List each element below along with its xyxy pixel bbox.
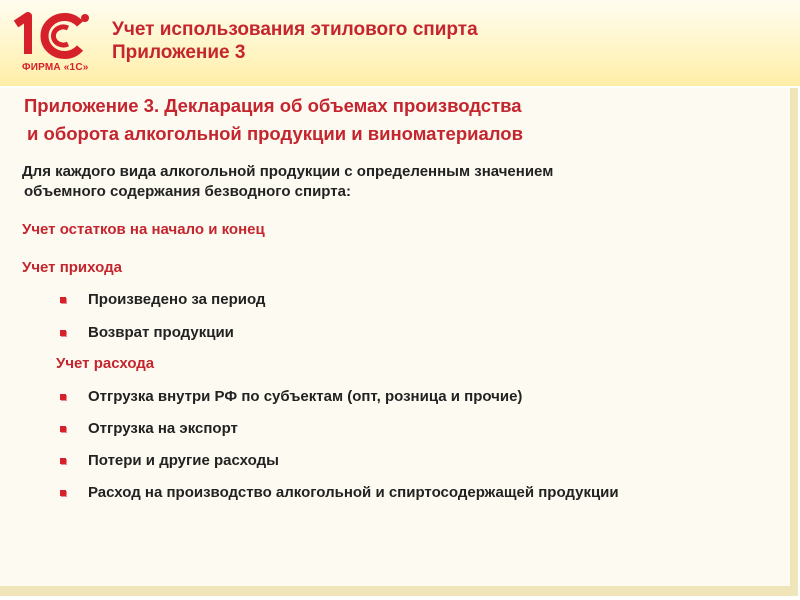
slide-title-line2: и оборота алкогольной продукции и виноматериалов — [27, 123, 523, 144]
section-balances: Учет остатков на начало и конец — [22, 221, 265, 238]
list-item — [60, 451, 728, 471]
list-item — [60, 419, 728, 439]
header-title — [112, 18, 478, 64]
bullet-icon — [60, 426, 66, 432]
intro-line2: объемного содержания безводного спирта: — [24, 183, 351, 200]
header-title-line2: Приложение 3 — [112, 42, 246, 63]
list-item-text: Произведено за период — [88, 291, 266, 308]
list-item-text: Отгрузка внутри РФ по субъектам (опт, розница и прочие) — [88, 388, 523, 405]
intro-text — [22, 162, 752, 202]
company-logo — [10, 10, 94, 74]
section-expense: Учет расхода — [56, 355, 155, 372]
intro-line1: Для каждого вида алкогольной продукции с определенным значением — [22, 163, 554, 180]
list-item — [60, 387, 728, 407]
list-item — [60, 483, 728, 503]
list-item-text: Расход на производство алкогольной и спиртосодержащей продукции — [88, 484, 619, 501]
slide-title — [24, 92, 523, 148]
header-bar — [0, 0, 800, 86]
bullet-icon — [60, 330, 66, 336]
list-item-text: Отгрузка на экспорт — [88, 420, 238, 437]
logo-caption: ФИРМА «1С» — [22, 62, 89, 73]
slide-title-line1: Приложение 3. Декларация об объемах производства — [24, 95, 522, 116]
list-item-text: Возврат продукции — [88, 324, 234, 341]
header-title-line1: Учет использования этилового спирта — [112, 19, 478, 40]
bullet-icon — [60, 394, 66, 400]
section-income: Учет прихода — [22, 259, 122, 276]
list-item — [60, 323, 728, 343]
list-item-text: Потери и другие расходы — [88, 452, 279, 469]
list-item — [60, 290, 728, 310]
logo-1c-icon — [10, 10, 94, 60]
bullet-icon — [60, 297, 66, 303]
bullet-icon — [60, 458, 66, 464]
content-panel — [0, 88, 798, 596]
bullet-icon — [60, 490, 66, 496]
